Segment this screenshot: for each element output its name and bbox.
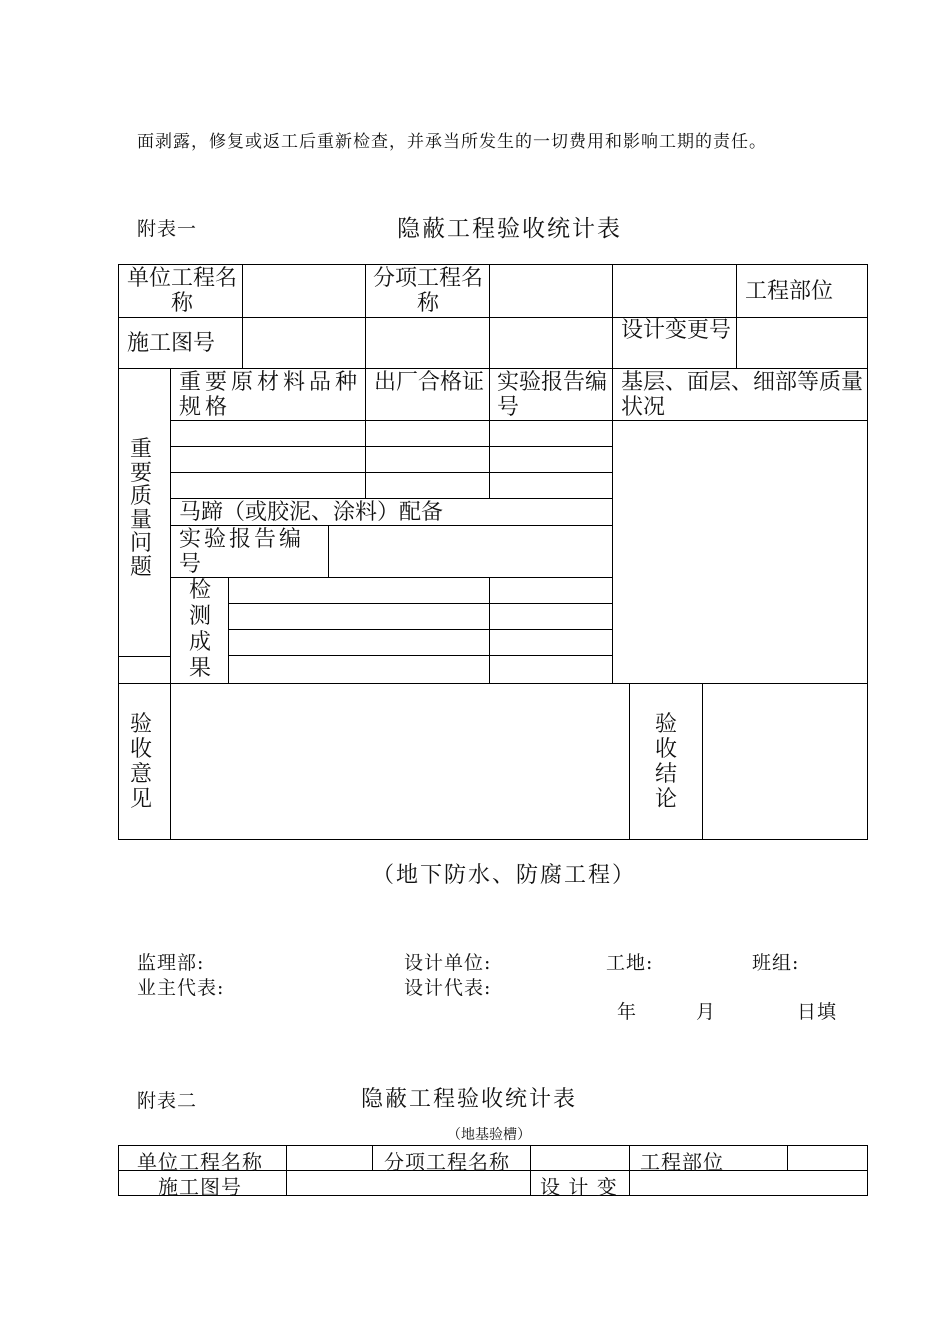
key-quality-issues-label: 重要质量问题 [129,437,152,580]
team-label: 班组: [752,952,800,974]
table-1-subtitle: （地下防水、防腐工程） [372,863,637,888]
design-unit-label: 设计单位: [404,952,492,974]
acceptance-conclusion-label: 验收结论 [654,712,677,812]
mastic-mix-label: 马蹄（或胶泥、涂料）配备 [179,500,444,525]
table-2-title: 隐蔽工程验收统计表 [361,1087,578,1112]
design-change-no-label: 设计变更号 [620,318,731,343]
table-2-subtitle: （地基验槽） [447,1127,531,1143]
month-label: 月 [696,1001,717,1023]
sub-project-name-label: 分项工程名称 [372,266,483,316]
annex-2-label: 附表二 [137,1090,198,1112]
year-label: 年 [617,1001,638,1023]
day-fill-label: 日填 [797,1001,838,1023]
t2-drawing-no-label: 施工图号 [158,1175,242,1199]
intro-text: 面剥露，修复或返工后重新检查，并承当所发生的一切费用和影响工期的责任。 [137,132,767,152]
drawing-no-label: 施工图号 [127,331,216,356]
annex-1-label: 附表一 [137,218,198,240]
t2-project-location-label: 工程部位 [640,1150,724,1174]
t2-unit-project-name-label: 单位工程名称 [137,1150,263,1174]
factory-cert-header: 出厂合格证 [374,370,485,395]
layer-quality-header: 基层、面层、细部等质量状况 [621,370,864,420]
owner-rep-label: 业主代表: [137,977,225,999]
t2-design-change-label: 设 计 变 [540,1175,618,1199]
lab-report-no-label-2: 实验报告编号 [179,527,305,577]
t2-sub-project-name-label: 分项工程名称 [384,1150,510,1174]
supervision-label: 监理部: [137,952,205,974]
site-label: 工地: [606,952,654,974]
project-location-label: 工程部位 [745,279,834,304]
unit-project-name-label: 单位工程名称 [126,266,237,316]
design-rep-label: 设计代表: [404,977,492,999]
test-results-label: 检测成果 [188,578,211,681]
lab-report-no-header: 实验报告编号 [497,370,608,420]
material-spec-header: 重要原材料品种规格 [179,370,362,420]
table-1-title: 隐蔽工程验收统计表 [397,216,622,242]
acceptance-opinion-label: 验收意见 [129,712,152,812]
